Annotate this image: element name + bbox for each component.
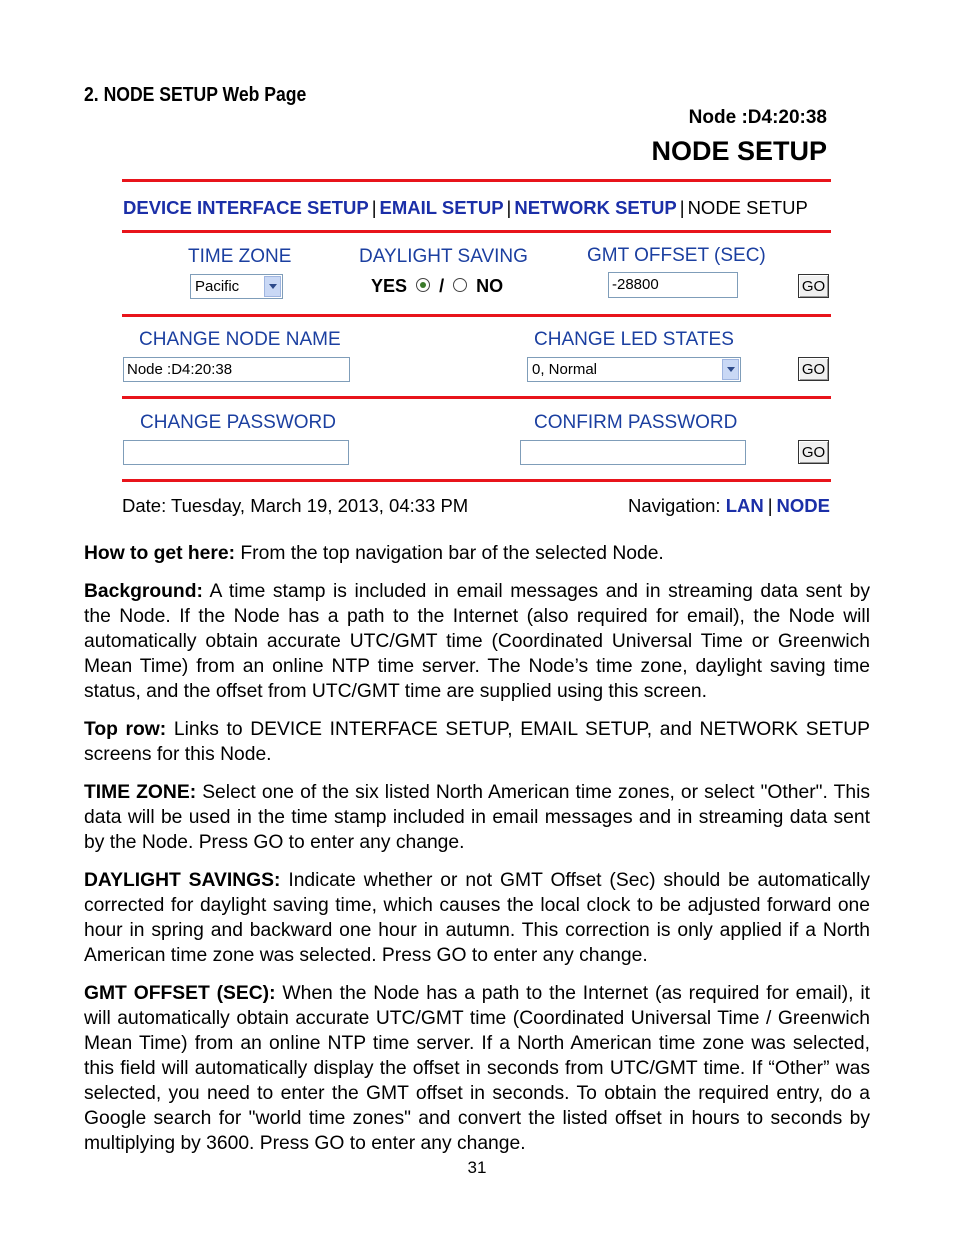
password-input[interactable] xyxy=(123,440,349,465)
time-zone-value: Pacific xyxy=(195,278,240,295)
date-stamp: Date: Tuesday, March 19, 2013, 04:33 PM xyxy=(122,495,469,516)
paragraph-text: Links to DEVICE INTERFACE SETUP, EMAIL SETUP, and NETWORK SETUP screens for this Node. xyxy=(84,719,870,765)
daylight-saving-toggle xyxy=(371,276,503,297)
daylight-slash: / xyxy=(439,276,445,296)
daylight-yes-label: YES xyxy=(371,276,408,296)
divider xyxy=(122,179,831,182)
confirm-password-label: CONFIRM PASSWORD xyxy=(534,412,738,433)
paragraph-lead: How to get here: xyxy=(84,543,236,564)
chevron-down-icon[interactable] xyxy=(264,276,281,297)
paragraph-text: Indicate whether or not GMT Offset (Sec) should be automatically corrected for daylight saving time, which causes the local clock to be adjusted forward one hour in spring and backward one hour in autumn. This correction is only applied if a North American time zone was selected. Press GO to enter any change. xyxy=(84,870,870,966)
paragraph-daylight-savings xyxy=(84,868,870,968)
navigation-label: Navigation: xyxy=(628,495,721,516)
nav-current-node-setup: NODE SETUP xyxy=(687,197,808,218)
led-go-button[interactable]: GO xyxy=(798,357,829,381)
footer-navigation xyxy=(628,495,830,517)
led-states-value: 0, Normal xyxy=(532,361,598,378)
nav-separator: | xyxy=(767,495,773,516)
paragraph-lead: TIME ZONE: xyxy=(84,782,197,803)
paragraph-gmt-offset xyxy=(84,981,870,1156)
change-led-states-label: CHANGE LED STATES xyxy=(534,329,734,350)
daylight-yes-radio[interactable] xyxy=(416,278,430,292)
paragraph-lead: Background: xyxy=(84,581,203,602)
paragraph-lead: DAYLIGHT SAVINGS: xyxy=(84,870,281,891)
top-nav xyxy=(123,197,808,219)
chevron-down-icon[interactable] xyxy=(722,359,739,380)
node-name-input[interactable]: Node :D4:20:38 xyxy=(123,357,350,382)
paragraph-top-row xyxy=(84,717,870,767)
nav-node-link[interactable]: NODE xyxy=(776,495,830,516)
gmt-go-button[interactable]: GO xyxy=(798,274,829,298)
password-go-button[interactable]: GO xyxy=(798,440,829,464)
divider xyxy=(122,479,831,482)
nav-device-interface-setup[interactable]: DEVICE INTERFACE SETUP xyxy=(123,197,369,218)
confirm-password-input[interactable] xyxy=(520,440,746,465)
nav-separator: | xyxy=(371,197,377,218)
page-number: 31 xyxy=(467,1158,487,1177)
daylight-no-radio[interactable] xyxy=(453,278,467,292)
paragraph-text: A time stamp is included in email messages and in streaming data sent by the Node. If the Node has a path to the Internet (also required for email), the Node will automatically obtain accurate UTC/GMT time (Coordinated Universal Time or Greenwich Mean Time) from an online NTP time server. The Node’s time zone, daylight saving time status, and the offset from UTC/GMT time are supplied using this screen. xyxy=(84,581,870,702)
paragraph-background xyxy=(84,579,870,704)
section-heading: 2. NODE SETUP Web Page xyxy=(84,84,307,106)
divider xyxy=(122,396,831,399)
paragraph-time-zone xyxy=(84,780,870,855)
gmt-offset-label: GMT OFFSET (SEC) xyxy=(587,245,766,266)
change-node-name-label: CHANGE NODE NAME xyxy=(139,329,341,350)
paragraph-text: From the top navigation bar of the selected Node. xyxy=(235,543,664,564)
nav-network-setup[interactable]: NETWORK SETUP xyxy=(514,197,677,218)
daylight-no-label: NO xyxy=(476,276,504,296)
divider xyxy=(122,230,831,233)
page-title: NODE SETUP xyxy=(651,136,827,166)
led-states-select[interactable] xyxy=(527,357,741,382)
change-password-label: CHANGE PASSWORD xyxy=(140,412,337,433)
paragraph-text: Select one of the six listed North American time zones, or select "Other". This data will be used in the time stamp included in email messages and in streaming data sent by the Node. Press GO to enter any change. xyxy=(84,782,871,853)
divider xyxy=(122,314,831,317)
paragraph-lead: Top row: xyxy=(84,719,167,740)
nav-separator: | xyxy=(506,197,512,218)
paragraph-text: When the Node has a path to the Internet (as required for email), it will automatically obtain accurate UTC/GMT time (Coordinated Universal Time / Greenwich Mean Time) from an online NTP time server. If a North American time zone was selected, this field will automatically display the offset in seconds from UTC/GMT time. If “Other” was selected, you need to enter the GMT offset in seconds. To obtain the required entry, do a Google search for "world time zones" and convert the listed offset in hours to seconds by multiplying by 3600. Press GO to enter any change. xyxy=(84,983,870,1154)
nav-lan-link[interactable]: LAN xyxy=(725,495,764,516)
paragraph-lead: GMT OFFSET (SEC): xyxy=(84,983,276,1004)
node-id: Node :D4:20:38 xyxy=(688,107,827,128)
time-zone-select[interactable] xyxy=(190,274,283,299)
daylight-saving-label: DAYLIGHT SAVING xyxy=(359,246,528,267)
paragraph-how-to-get-here xyxy=(84,541,870,566)
gmt-offset-input[interactable]: -28800 xyxy=(608,272,738,298)
nav-separator: | xyxy=(679,197,685,218)
time-zone-label: TIME ZONE xyxy=(188,246,292,267)
nav-email-setup[interactable]: EMAIL SETUP xyxy=(379,197,504,218)
